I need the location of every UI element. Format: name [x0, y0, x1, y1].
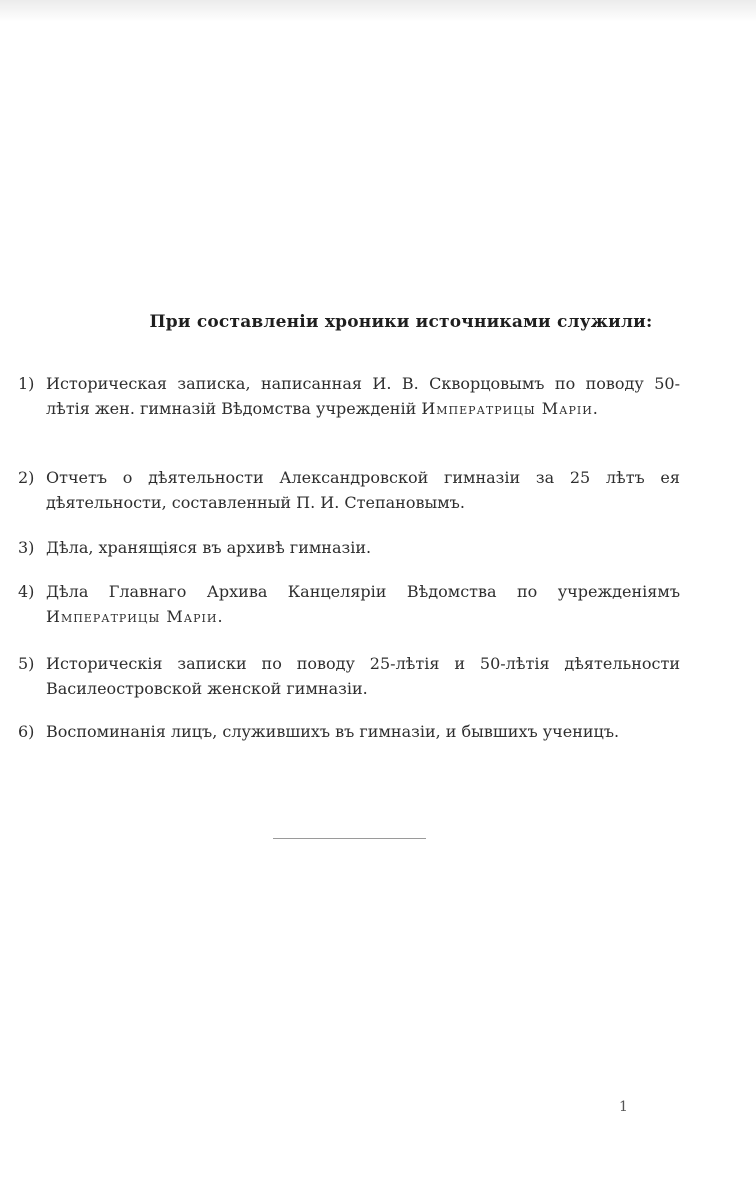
source-number: 1) — [18, 374, 35, 393]
source-number: 2) — [18, 468, 35, 487]
source-text: Историческія записки по поводу 25-лѣтія и 50-лѣтія дѣятельности Василеостровской женской гимназіи. — [46, 654, 680, 698]
source-number: 6) — [18, 722, 35, 741]
source-item-5 — [18, 651, 680, 701]
source-smallcaps: Императрицы Маріи. — [46, 607, 224, 626]
page-number: 1 — [619, 1099, 628, 1115]
source-number: 4) — [18, 582, 35, 601]
source-text: Воспоминанія лицъ, служившихъ въ гимназіи, и бывшихъ ученицъ. — [46, 722, 620, 741]
sources-heading: При составленіи хроники источниками служили: — [149, 312, 653, 332]
source-smallcaps: Императрицы Маріи. — [421, 399, 599, 418]
source-item-2 — [18, 465, 680, 515]
source-item-6 — [18, 719, 680, 744]
source-number: 5) — [18, 654, 35, 673]
section-divider — [273, 838, 426, 839]
scan-bleed-through — [0, 0, 756, 22]
source-number: 3) — [18, 538, 35, 557]
source-text: Отчетъ о дѣятельности Александровской гимназіи за 25 лѣтъ ея дѣятельности, составленный П. И. Степановымъ. — [46, 468, 680, 512]
source-item-3 — [18, 535, 680, 560]
source-item-1 — [18, 371, 680, 421]
source-text: Дѣла Главнаго Архива Канцеляріи Вѣдомства по учрежденіямъ Императрицы Маріи. — [46, 582, 680, 626]
source-text: Дѣла, хранящіяся въ архивѣ гимназіи. — [46, 538, 372, 557]
source-text: Историческая записка, написанная И. В. Скворцовымъ по поводу 50-лѣтія жен. гимназій Вѣдомства учрежденій Императрицы Маріи. — [46, 374, 680, 418]
source-item-4 — [18, 579, 680, 629]
